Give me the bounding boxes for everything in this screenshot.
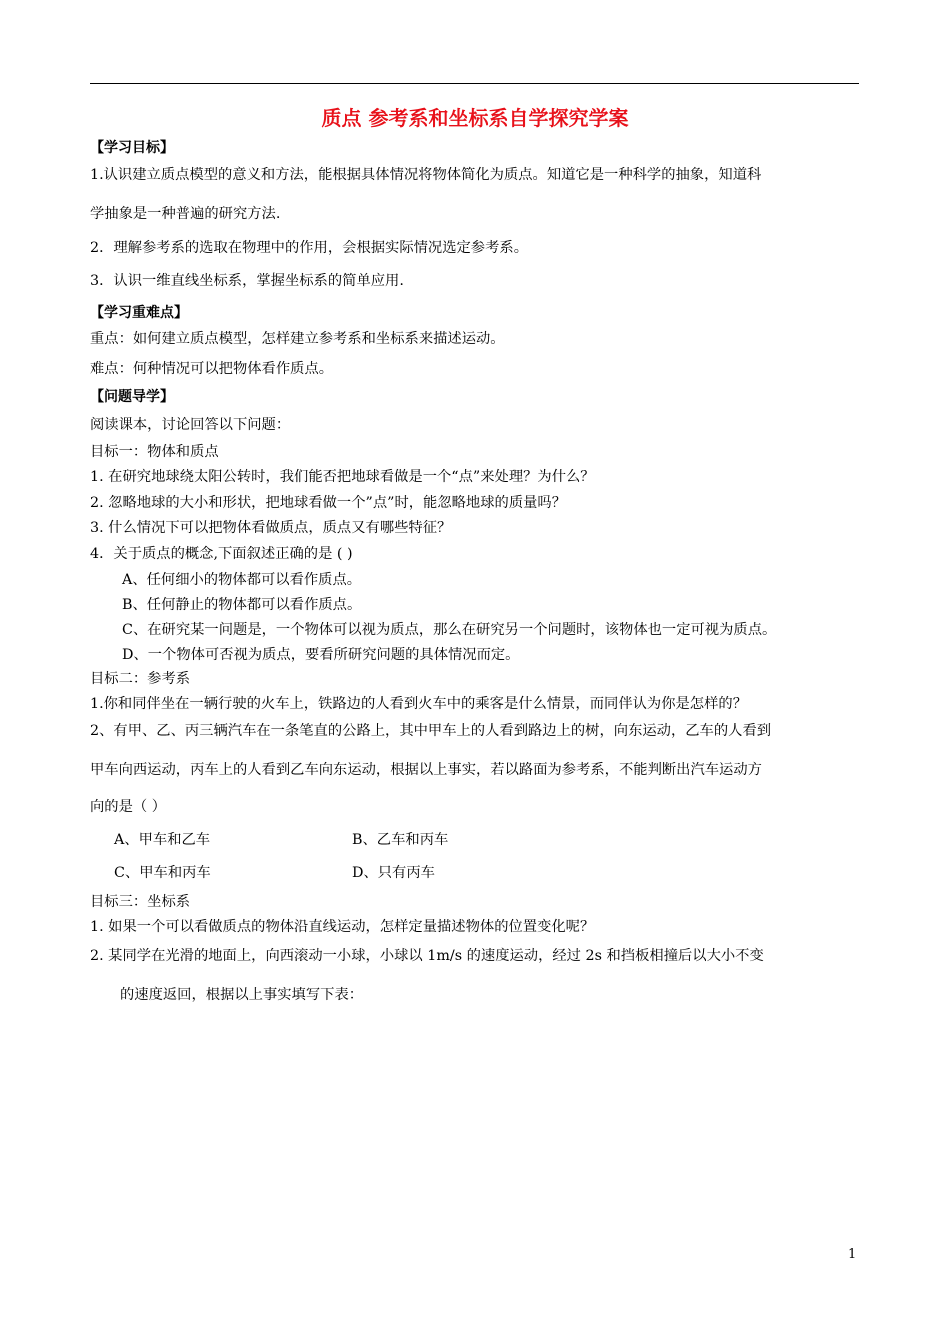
goal1-title: 目标一：物体和质点	[90, 444, 219, 460]
guide-heading: 【问题导学】	[90, 389, 174, 405]
goal2-option: C、甲车和丙车	[114, 865, 211, 881]
goal1-question: 4．关于质点的概念,下面叙述正确的是 ( )	[90, 546, 353, 562]
goal-item: 1.认识建立质点模型的意义和方法，能根据具体情况将物体简化为质点。知道它是一种科学的抽象，知道科	[90, 167, 762, 183]
goal2-option: A、甲车和乙车	[114, 832, 211, 848]
page-title: 质点 参考系和坐标系自学探究学案	[321, 106, 629, 130]
goal3-question: 2. 某同学在光滑的地面上，向西滚动一小球，小球以 1m/s 的速度运动，经过 2s 和挡板相撞后以大小不变	[90, 948, 764, 964]
goal-item: 3．认识一维直线坐标系，掌握坐标系的简单应用.	[90, 273, 404, 289]
goal1-option: B、任何静止的物体都可以看作质点。	[122, 597, 362, 613]
goal3-question: 1. 如果一个可以看做质点的物体沿直线运动，怎样定量描述物体的位置变化呢？	[90, 919, 595, 935]
difficult-point: 难点：何种情况可以把物体看作质点。	[90, 361, 334, 377]
goal2-option: B、乙车和丙车	[352, 832, 449, 848]
goal2-question: 向的是（ ）	[90, 799, 167, 815]
key-point: 重点：如何建立质点模型，怎样建立参考系和坐标系来描述运动。	[90, 331, 505, 347]
goal2-question: 1.你和同伴坐在一辆行驶的火车上，铁路边的人看到火车中的乘客是什么情景，而同伴认为你是怎样的？	[90, 696, 747, 712]
goal1-question: 3. 什么情况下可以把物体看做质点，质点又有哪些特征？	[90, 520, 452, 536]
goal3-title: 目标三：坐标系	[90, 894, 191, 910]
guide-intro: 阅读课本，讨论回答以下问题：	[90, 417, 291, 433]
goal1-option: C、在研究某一问题是，一个物体可以视为质点，那么在研究另一个问题时，该物体也一定可视为质点。	[122, 622, 777, 638]
goal-item: 2．理解参考系的选取在物理中的作用，会根据实际情况选定参考系。	[90, 240, 528, 256]
goal2-option: D、只有丙车	[352, 865, 435, 881]
goal2-question: 2、有甲、乙、丙三辆汽车在一条笔直的公路上，其中甲车上的人看到路边上的树，向东运动，乙车的人看到	[90, 723, 772, 739]
page-number: 1	[848, 1247, 857, 1262]
goal-item: 学抽象是一种普遍的研究方法.	[90, 206, 281, 222]
goal2-title: 目标二：参考系	[90, 671, 191, 687]
goals-heading: 【学习目标】	[90, 140, 174, 156]
goal2-question: 甲车向西运动，丙车上的人看到乙车向东运动，根据以上事实，若以路面为参考系，不能判断出汽车运动方	[90, 762, 762, 778]
goal1-option: D、一个物体可否视为质点，要看所研究问题的具体情况而定。	[122, 647, 520, 663]
goal1-question: 1. 在研究地球绕太阳公转时，我们能否把地球看做是一个“点”来处理？为什么？	[90, 469, 595, 485]
key-points-heading: 【学习重难点】	[90, 305, 188, 321]
goal3-question: 的速度返回，根据以上事实填写下表：	[120, 987, 364, 1003]
goal1-option: A、任何细小的物体都可以看作质点。	[122, 572, 362, 588]
goal1-question: 2. 忽略地球的大小和形状，把地球看做一个”点”时，能忽略地球的质量吗？	[90, 495, 567, 511]
header-rule	[90, 83, 859, 84]
